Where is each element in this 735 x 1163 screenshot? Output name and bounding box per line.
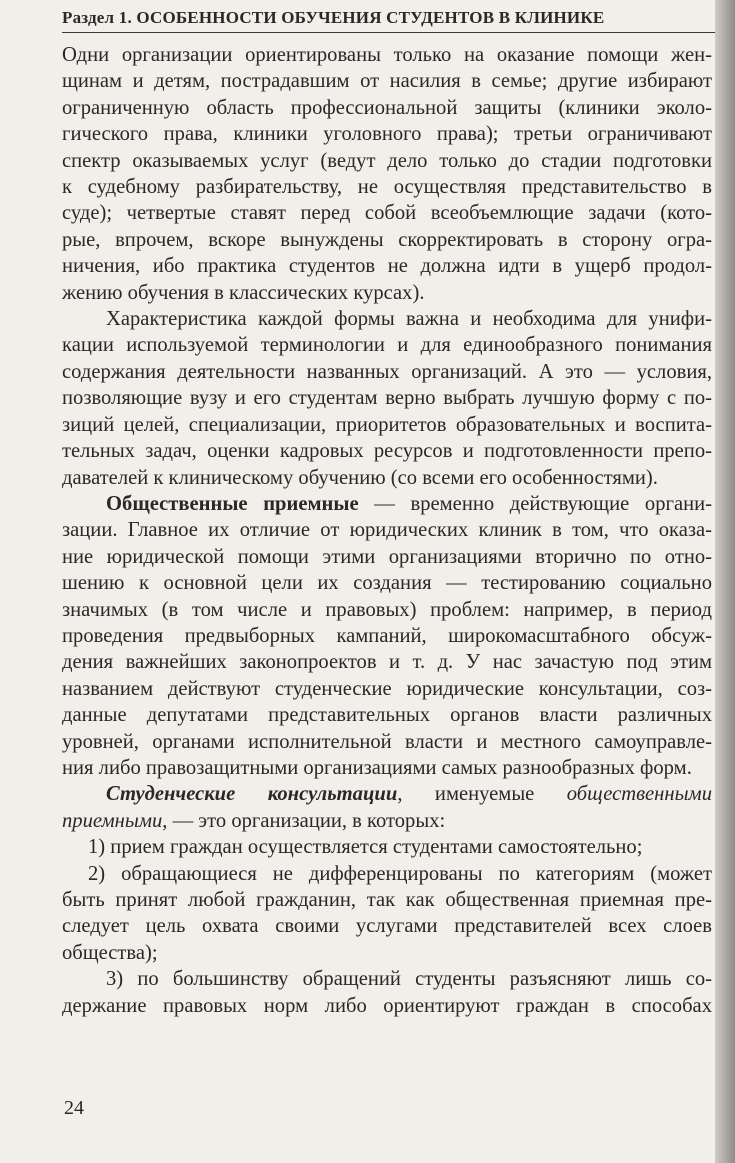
text-span: , — это организации, в которых: — [162, 809, 446, 832]
italic-span: приемными — [62, 809, 163, 832]
text-line: ограниченную область профессиональной защиты (клиники эколо- — [62, 96, 712, 119]
text-line: дения важнейших законопроектов и т. д. У нас зачастую под этим — [62, 651, 712, 674]
text-line: давателей к клиническому обучению (со всеми его особенностями). — [62, 466, 658, 489]
list-item: 3) по большинству обращений студенты разъясняют лишь со- — [106, 968, 712, 991]
text-line — [62, 491, 712, 517]
text-line: уровней, органами исполнительной власти и местного самоуправле- — [62, 730, 712, 753]
list-item: 1) прием граждан осуществляется студентами самостоятельно; — [88, 836, 643, 859]
page-edge-shadow — [715, 0, 735, 1163]
text-line — [62, 808, 712, 834]
text-line: рые, впрочем, вскоре вынуждены скорректировать в сторону огра- — [62, 228, 712, 251]
text-line: проведения предвыборных кампаний, широкомасштабного обсуж- — [62, 624, 712, 647]
text-line: шению к основной цели их создания — тестированию социально — [62, 572, 712, 595]
text-line — [62, 781, 712, 807]
text-line: Характеристика каждой формы важна и необходима для унифи- — [106, 308, 712, 331]
page-number: 24 — [64, 1097, 84, 1119]
text-line: кации используемой терминологии и для единообразного понимания — [62, 334, 712, 357]
text-line: держание правовых норм либо ориентируют граждан в способах — [62, 994, 712, 1017]
text-line: Одни организации ориентированы только на оказание помощи жен- — [62, 44, 712, 66]
term-public-reception: Общественные приемные — [106, 492, 359, 515]
italic-span: общественными — [566, 783, 712, 806]
text-line: спектр оказываемых услуг (ведут дело только до стадии подготовки — [62, 149, 712, 172]
text-line: зиций целей, специализации, приоритетов образовательных и воспита- — [62, 413, 712, 436]
text-line: позволяющие вузу и его студентам верно выбрать лучшую форму с по- — [62, 387, 712, 410]
list-item: 2) обращающиеся не дифференцированы по категориям (может — [88, 862, 712, 885]
text-line: названием действуют студенческие юридические консультации, соз- — [62, 677, 712, 700]
running-header: Раздел 1. ОСОБЕННОСТИ ОБУЧЕНИЯ СТУДЕНТОВ В КЛИНИКЕ — [62, 8, 715, 33]
body-text — [62, 42, 712, 1019]
text-line: гического права, клиники уголовного права); третьи ограничивают — [62, 123, 712, 146]
text-span: — временно действующие органи- — [358, 492, 712, 515]
text-line: значимых (в том числе и правовых) проблем: например, в период — [62, 598, 712, 621]
text-line: жению обучения в классических курсах). — [62, 281, 425, 304]
term-student-consultations: Студенческие консультации — [106, 783, 398, 806]
text-line: данные депутатами представительных органов власти различных — [62, 704, 712, 727]
text-line: щинам и детям, пострадавшим от насилия в семье; другие избирают — [62, 70, 712, 93]
text-line: ничения, ибо практика студентов не должна идти в ущерб продол- — [62, 255, 712, 278]
text-line: суде); четвертые ставят перед собой всеобъемлющие задачи (кото- — [62, 202, 712, 225]
text-line: общества); — [62, 941, 158, 964]
text-line: к судебному разбирательству, не осуществляя представительство в — [62, 176, 712, 199]
text-line: тельных задач, оценки кадровых ресурсов и подготовленности препо- — [62, 440, 712, 463]
text-line: ние юридической помощи этими организациями вторично по отно- — [62, 545, 712, 568]
text-line: содержания деятельности названных организаций. А это — условия, — [62, 360, 712, 383]
text-line: быть принят любой гражданин, так как общественная приемная пре- — [62, 889, 712, 911]
text-line: ния либо правозащитными организациями самых разнообразных форм. — [62, 756, 692, 779]
text-line: зации. Главное их отличие от юридических клиник в том, что оказа- — [62, 519, 712, 542]
text-line: следует цель охвата своими услугами представителей всех слоев — [62, 915, 712, 938]
text-span: , именуемые — [397, 783, 567, 806]
